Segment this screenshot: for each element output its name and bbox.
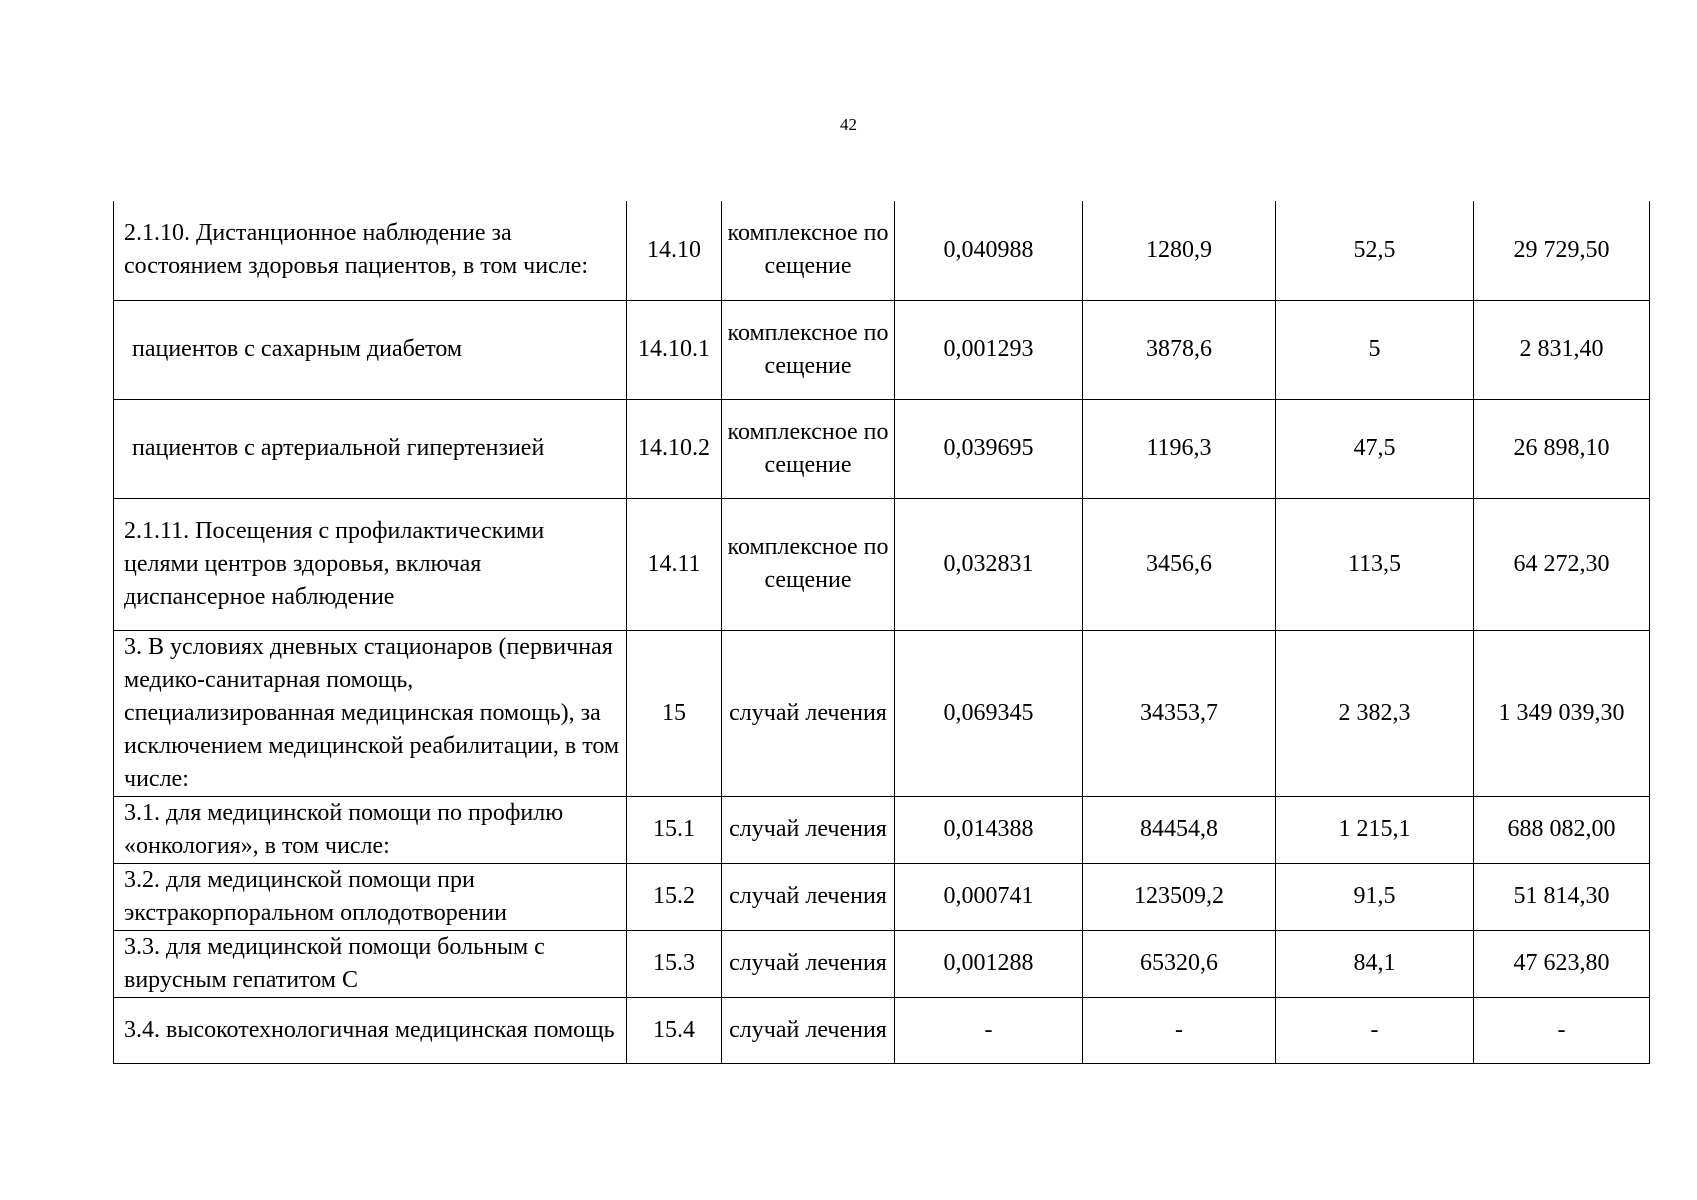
row-code-cell: 15.2 [627, 863, 722, 930]
row-name-cell: 3.1. для медицинской помощи по профилю «онкология», в том числе: [114, 796, 627, 863]
row-name-cell: 3.3. для медицинской помощи больным с вирусным гепатитом С [114, 930, 627, 997]
row-cost-cell: 123509,2 [1083, 863, 1276, 930]
row-cost-cell: 3878,6 [1083, 300, 1276, 399]
row-per-capita-cell: 52,5 [1276, 201, 1474, 300]
row-name-cell: пациентов с артериальной гипертензией [114, 399, 627, 498]
table-row [114, 498, 1650, 630]
row-per-capita-cell: 47,5 [1276, 399, 1474, 498]
table-row [114, 300, 1650, 399]
row-cost-cell: 84454,8 [1083, 796, 1276, 863]
row-total-cell: 64 272,30 [1474, 498, 1650, 630]
row-cost-cell: - [1083, 997, 1276, 1063]
row-cost-cell: 3456,6 [1083, 498, 1276, 630]
row-per-capita-cell: - [1276, 997, 1474, 1063]
row-cost-cell: 1196,3 [1083, 399, 1276, 498]
data-table [113, 201, 1650, 1064]
row-per-capita-cell: 1 215,1 [1276, 796, 1474, 863]
table-row [114, 201, 1650, 300]
row-name-cell: пациентов с сахарным диабетом [114, 300, 627, 399]
table-row [114, 863, 1650, 930]
row-code-cell: 14.10.1 [627, 300, 722, 399]
table-row [114, 930, 1650, 997]
row-code-cell: 14.10.2 [627, 399, 722, 498]
table-row [114, 796, 1650, 863]
row-unit-cell: случай лечения [722, 630, 895, 796]
row-total-cell: 2 831,40 [1474, 300, 1650, 399]
table-row [114, 630, 1650, 796]
row-total-cell: 47 623,80 [1474, 930, 1650, 997]
row-unit-cell: случай лечения [722, 863, 895, 930]
row-rate-cell: 0,000741 [895, 863, 1083, 930]
row-name-cell: 3.4. высокотехнологичная медицинская помощь [114, 997, 627, 1063]
row-per-capita-cell: 5 [1276, 300, 1474, 399]
row-cost-cell: 34353,7 [1083, 630, 1276, 796]
row-total-cell: 51 814,30 [1474, 863, 1650, 930]
row-unit-cell: случай лечения [722, 796, 895, 863]
row-name-cell: 3.2. для медицинской помощи при экстракорпоральном оплодотворении [114, 863, 627, 930]
row-code-cell: 15 [627, 630, 722, 796]
row-rate-cell: 0,040988 [895, 201, 1083, 300]
row-rate-cell: 0,039695 [895, 399, 1083, 498]
row-rate-cell: 0,032831 [895, 498, 1083, 630]
row-code-cell: 14.11 [627, 498, 722, 630]
table-row [114, 997, 1650, 1063]
row-total-cell: 688 082,00 [1474, 796, 1650, 863]
row-rate-cell: 0,069345 [895, 630, 1083, 796]
row-rate-cell: 0,001288 [895, 930, 1083, 997]
row-code-cell: 15.1 [627, 796, 722, 863]
row-per-capita-cell: 2 382,3 [1276, 630, 1474, 796]
row-per-capita-cell: 84,1 [1276, 930, 1474, 997]
row-cost-cell: 65320,6 [1083, 930, 1276, 997]
row-unit-cell: случай лечения [722, 997, 895, 1063]
row-name-cell: 3. В условиях дневных стационаров (первичная медико-санитарная помощь, специализированная медицинская помощь), за исключением медицинской реабилитации, в том числе: [114, 630, 627, 796]
row-cost-cell: 1280,9 [1083, 201, 1276, 300]
row-unit-cell: комплексное посещение [722, 201, 895, 300]
row-unit-cell: случай лечения [722, 930, 895, 997]
row-total-cell: - [1474, 997, 1650, 1063]
row-per-capita-cell: 113,5 [1276, 498, 1474, 630]
row-total-cell: 29 729,50 [1474, 201, 1650, 300]
row-name-cell: 2.1.10. Дистанционное наблюдение за состоянием здоровья пациентов, в том числе: [114, 201, 627, 300]
row-total-cell: 1 349 039,30 [1474, 630, 1650, 796]
row-rate-cell: 0,014388 [895, 796, 1083, 863]
row-code-cell: 15.4 [627, 997, 722, 1063]
row-rate-cell: - [895, 997, 1083, 1063]
row-unit-cell: комплексное посещение [722, 300, 895, 399]
table-row [114, 399, 1650, 498]
row-per-capita-cell: 91,5 [1276, 863, 1474, 930]
row-code-cell: 15.3 [627, 930, 722, 997]
page-number: 42 [840, 115, 857, 134]
row-code-cell: 14.10 [627, 201, 722, 300]
row-rate-cell: 0,001293 [895, 300, 1083, 399]
row-unit-cell: комплексное посещение [722, 399, 895, 498]
row-name-cell: 2.1.11. Посещения с профилактическими целями центров здоровья, включая диспансерное наблюдение [114, 498, 627, 630]
row-unit-cell: комплексное посещение [722, 498, 895, 630]
row-total-cell: 26 898,10 [1474, 399, 1650, 498]
